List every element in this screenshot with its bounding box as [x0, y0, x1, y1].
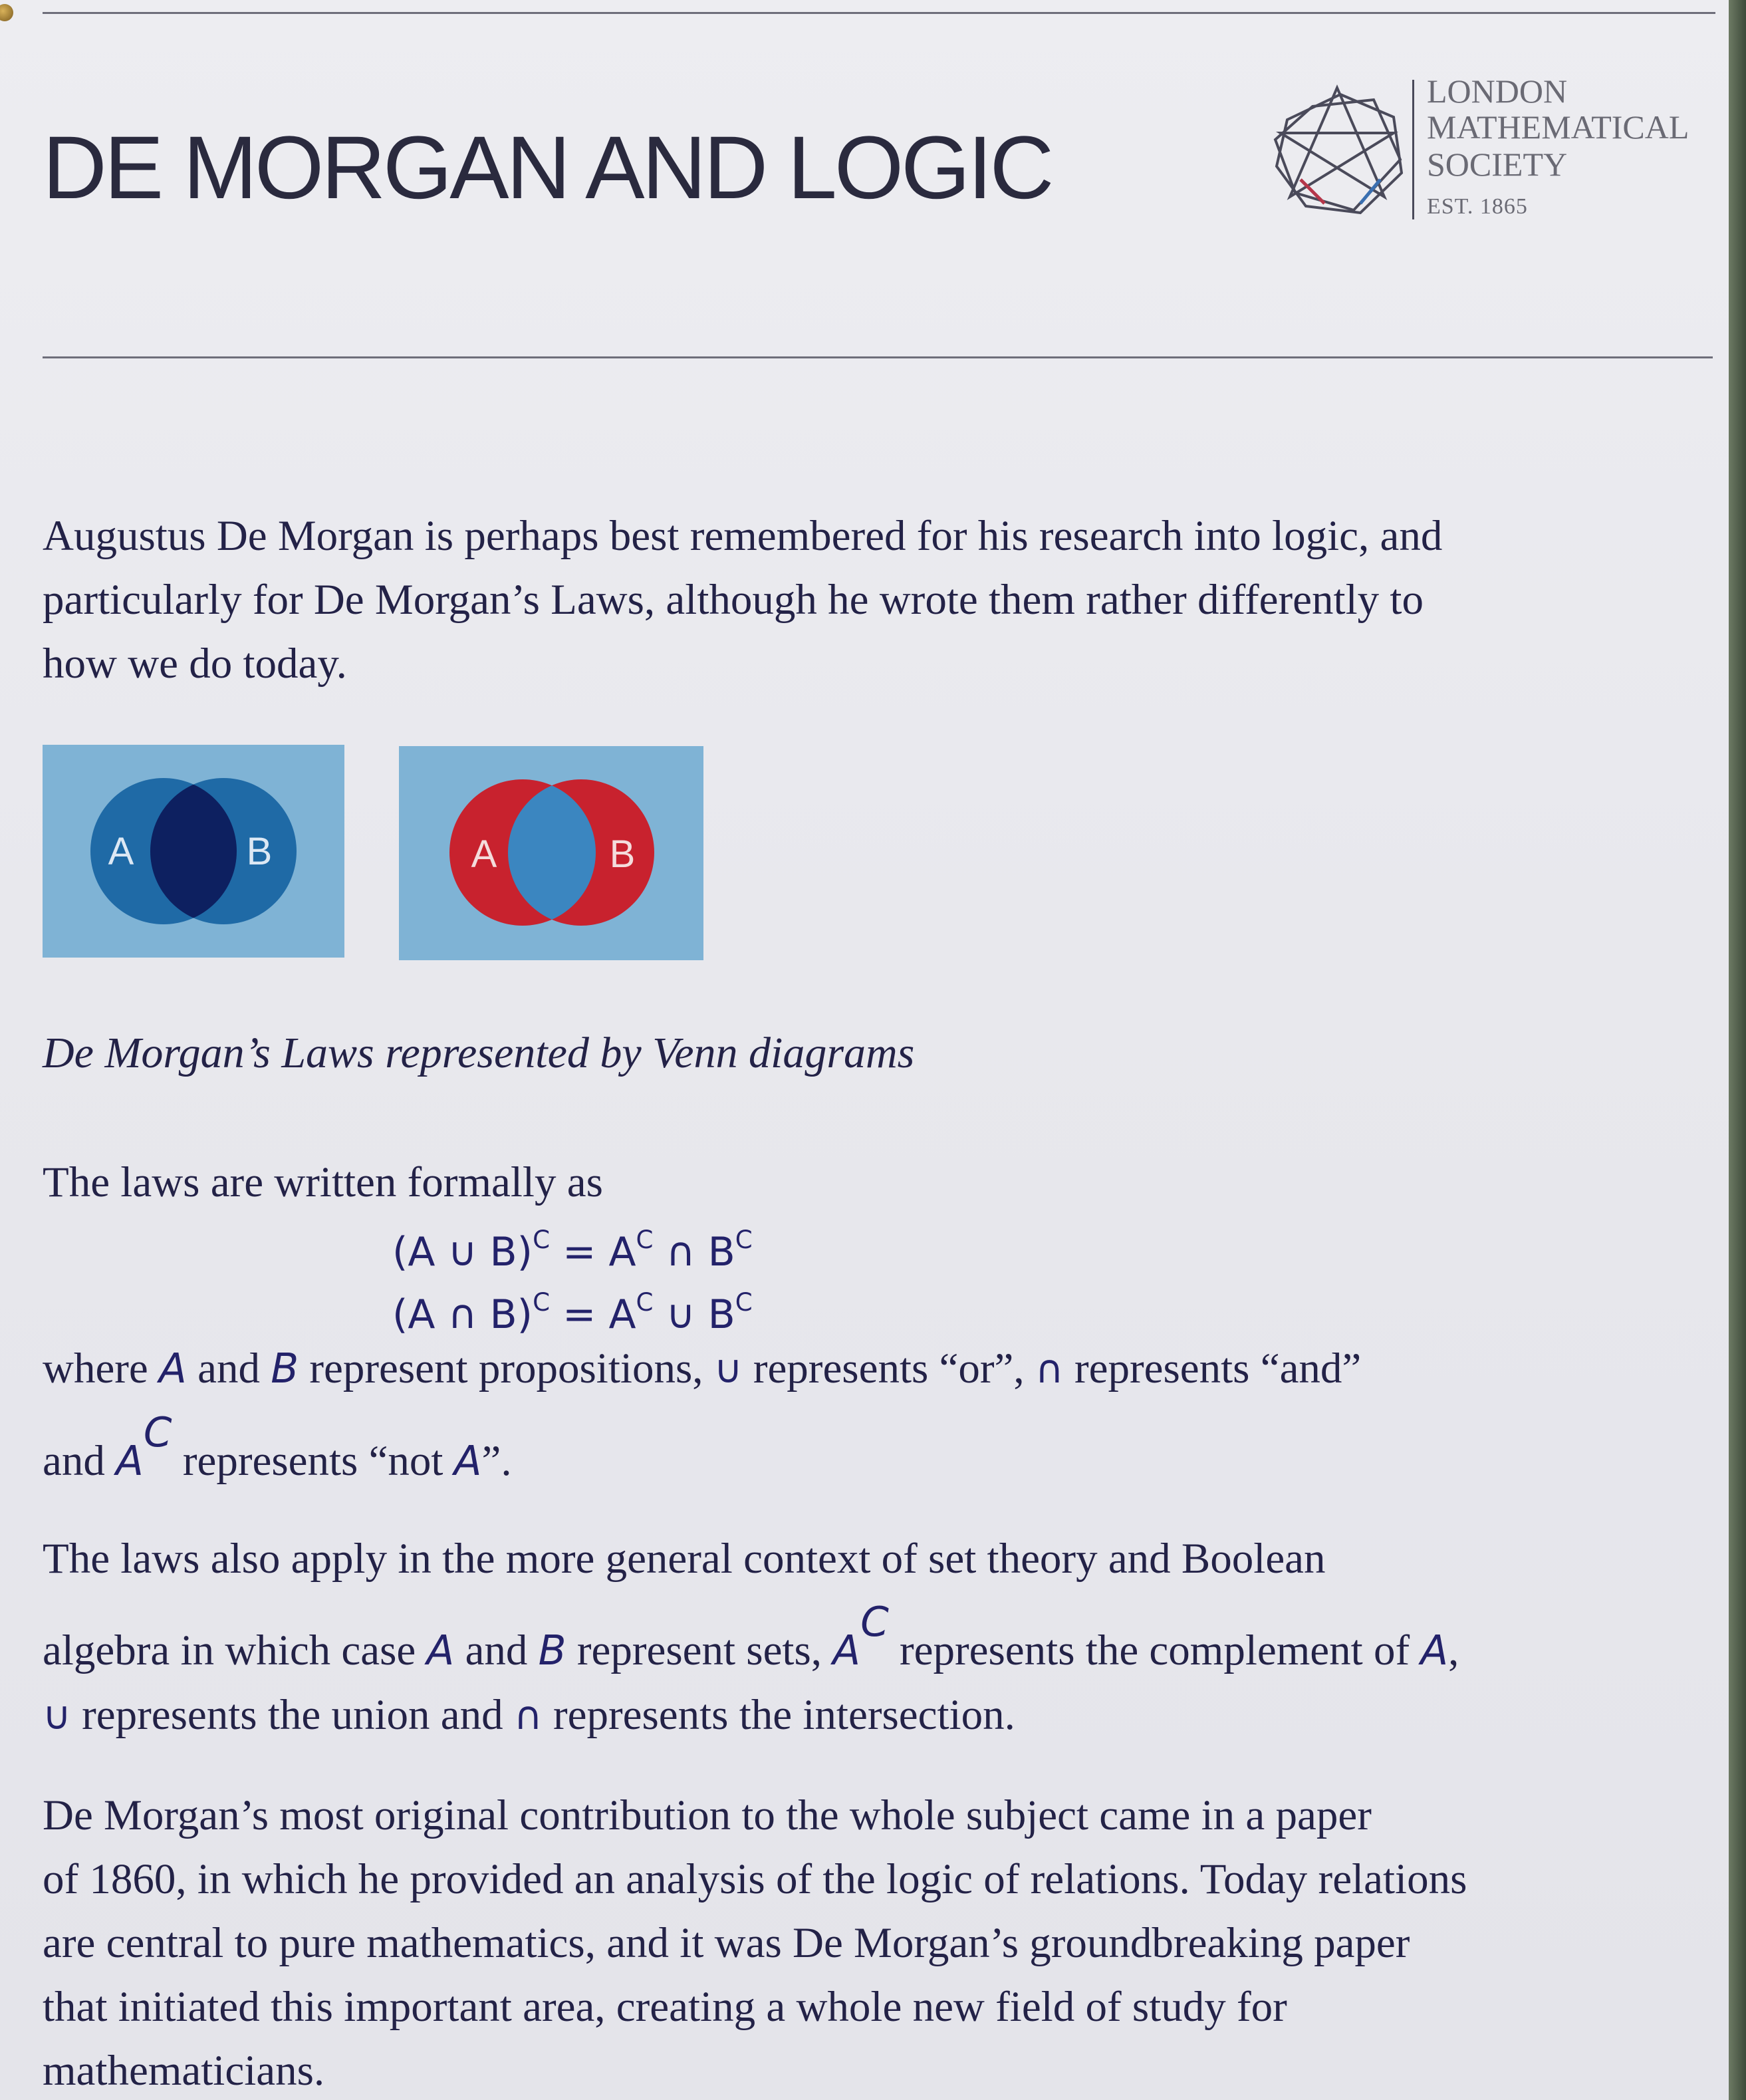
formula-sup: C: [533, 1225, 551, 1254]
formula-intersection-law: [392, 1287, 753, 1339]
formula-op: ∪: [653, 1291, 708, 1339]
math-var: A: [832, 1627, 861, 1674]
general-line: [43, 1591, 1459, 1683]
formula-left: (A ∪ B): [392, 1229, 533, 1276]
mounting-screw: [0, 4, 13, 21]
header-rule: [43, 356, 1713, 358]
intersection-symbol: ∩: [1035, 1347, 1064, 1392]
top-rule: [43, 12, 1715, 14]
formula-left: (A ∩ B): [392, 1291, 533, 1339]
intro-line: how we do today.: [43, 640, 347, 688]
formula-sup: C: [636, 1225, 654, 1254]
laws-intro-line: The laws are written formally as: [43, 1158, 603, 1206]
wall-background: [1729, 0, 1746, 2100]
text-run: ”.: [481, 1436, 512, 1485]
formula-equals: =: [550, 1229, 609, 1276]
venn-label-b: B: [609, 833, 636, 876]
formula-union-law: [392, 1225, 753, 1276]
text-run: ,: [1448, 1626, 1459, 1674]
math-sup: C: [860, 1599, 889, 1646]
laws-intro: [43, 1150, 603, 1214]
text-run: represents “or”,: [742, 1345, 1035, 1392]
formula-sup: C: [735, 1287, 753, 1317]
math-var: A: [1420, 1627, 1449, 1674]
intro-line: particularly for De Morgan’s Laws, although he wrote them rather differently to: [43, 576, 1424, 624]
logo-text-society: SOCIETY: [1427, 146, 1568, 183]
interlaced-star-icon: [1261, 80, 1414, 219]
text-run: and: [43, 1436, 116, 1485]
text-run: represents the complement of: [888, 1626, 1421, 1674]
logo-established: EST. 1865: [1427, 194, 1528, 219]
math-var: A: [426, 1627, 455, 1674]
intersection-symbol: ∩: [513, 1692, 543, 1738]
formula-var: A: [608, 1291, 636, 1339]
text-run: and: [186, 1345, 271, 1392]
formula-var: B: [707, 1291, 735, 1339]
contribution-line: mathematicians.: [43, 2047, 325, 2095]
text-run: represent propositions,: [299, 1345, 714, 1392]
logo-text-mathematical: MATHEMATICAL: [1427, 108, 1689, 146]
formula-equals: =: [550, 1291, 609, 1339]
text-run: represents the union and: [70, 1690, 514, 1739]
text-run: represents the intersection.: [542, 1690, 1015, 1739]
logo-divider: [1412, 80, 1414, 219]
intro-line: Augustus De Morgan is perhaps best remembered for his research into logic, and: [43, 512, 1443, 560]
venn-label-a: A: [471, 833, 497, 876]
formula-sup: C: [533, 1287, 551, 1317]
formula-sup: C: [636, 1287, 654, 1317]
math-var: B: [271, 1345, 299, 1392]
general-line: The laws also apply in the more general context of set theory and Boolean: [43, 1535, 1326, 1583]
laws-explanation-line: [43, 1401, 1361, 1494]
laws-explanation: [43, 1337, 1361, 1494]
formula-op: ∩: [653, 1229, 708, 1276]
text-run: represents “and”: [1063, 1345, 1362, 1392]
union-symbol: ∪: [43, 1692, 71, 1738]
contribution-line: of 1860, in which he provided an analysis of the logic of relations. Today relations: [43, 1855, 1467, 1903]
text-run: where: [43, 1345, 160, 1392]
math-var: B: [538, 1627, 566, 1674]
venn-diagram-union-complement: [43, 745, 344, 958]
contribution-line: are central to pure mathematics, and it was De Morgan’s groundbreaking paper: [43, 1919, 1410, 1967]
venn-label-b: B: [246, 830, 273, 873]
venn-caption: De Morgan’s Laws represented by Venn diagrams: [43, 1029, 915, 1077]
logo-text-london: LONDON: [1427, 72, 1568, 110]
union-symbol: ∪: [713, 1347, 743, 1392]
contribution-line: that initiated this important area, creating a whole new field of study for: [43, 1983, 1287, 2031]
formula-sup: C: [735, 1225, 753, 1254]
venn-diagram-intersection-complement: [399, 746, 703, 960]
page-title: DE MORGAN AND LOGIC: [43, 118, 1052, 217]
intro-paragraph: [43, 504, 1442, 696]
contribution-line: De Morgan’s most original contribution to the whole subject came in a paper: [43, 1791, 1372, 1839]
venn-label-a: A: [108, 830, 134, 873]
general-context-paragraph: [43, 1527, 1459, 1748]
laws-explanation-line: [43, 1337, 1361, 1401]
formula-var: A: [608, 1229, 636, 1276]
text-run: represent sets,: [566, 1626, 833, 1674]
general-line: [43, 1683, 1459, 1748]
math-var: A: [453, 1437, 482, 1485]
math-var: A: [116, 1437, 144, 1485]
contribution-paragraph: [43, 1783, 1467, 2100]
formula-var: B: [707, 1229, 735, 1276]
text-run: and: [454, 1626, 539, 1674]
math-var: A: [159, 1345, 187, 1392]
text-run: algebra in which case: [43, 1626, 427, 1674]
math-sup: C: [143, 1409, 172, 1456]
text-run: represents “not: [172, 1436, 454, 1485]
